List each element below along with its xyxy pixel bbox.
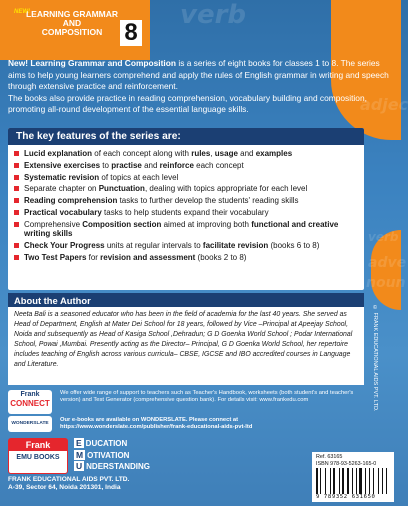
feature-emphasis: Systematic revision [24,172,100,182]
new-badge: NEW! [14,9,30,15]
about-author-panel [8,293,364,385]
barcode-bar [345,468,346,494]
publisher-block [8,438,208,500]
feature-text: aimed at improving both [161,219,252,229]
series-title-line: LEARNING GRAMMAR [25,9,119,19]
feature-text: for [86,252,101,262]
feature-item [14,208,358,218]
isbn-number: ISBN 978-93-5263-165-0 [316,460,377,467]
barcode-bar [333,468,335,494]
emu-tagline [74,438,194,473]
barcode-bar [319,468,320,494]
barcode-bar [336,468,338,494]
connect-logo-line: CONNECT [10,399,50,408]
publisher-location: A-39, Sector 64, Noida 201301, India [8,484,121,491]
barcode-bar [327,468,329,494]
about-author-heading: About the Author [8,293,364,307]
intro-paragraph [8,58,390,93]
wonderslate-logo: WONDERSLATE [8,416,52,432]
emu-line [74,461,194,473]
feature-emphasis: Punctuation [98,184,145,194]
barcode-bar [388,468,389,494]
feature-text: of topics at each level [99,172,179,182]
feature-item [14,220,358,239]
barcode-bar [325,468,326,494]
feature-text: Separate chapter on [24,184,99,194]
barcode-bar [320,468,321,494]
bullet-icon [14,163,19,168]
emu-line [74,438,194,450]
bullet-icon [14,243,19,248]
emu-word: NDERSTANDING [86,462,150,471]
feature-item [14,196,358,206]
connect-logo-line: Frank [20,391,40,398]
series-title-line: COMPOSITION [41,27,103,37]
key-features-heading: The key features of the series are: [8,128,364,145]
bullet-icon [14,175,19,180]
feature-emphasis: reinforce [159,160,194,170]
barcode-bar [363,468,365,494]
feature-text: tasks to help students expand their vocabulary [101,207,269,217]
barcode-bar [382,468,383,494]
frank-connect-logo [8,390,52,414]
barcode-bar [341,468,342,494]
series-title-line: AND [62,18,82,28]
barcode-bar [371,468,372,494]
barcode-bar [347,468,349,494]
feature-item [14,149,358,159]
background-word: noun [366,275,406,291]
barcode-digits: 9 789352 631650 [316,494,376,500]
emu-line [74,450,194,462]
feature-emphasis: usage [214,149,238,158]
author-bio: Neeta Bali is a seasoned educator who has been in the field of academia for the last 40 years. She served as Head of Department, English at Mater Dei School for 18 years, followed by Vice –Principal at Apeejay School, Noida and subsequently as Head of Kasiga School ,Dehradun; G D Goenka World School ; Podar International School, Powai ,Mumbai. Presently acting as the Director– Principal, G D Goenka World School, her repertoire includes teaching of English across various curricula– CBSE, IGCSE and IBO accredited courses in Language and Literature. [14,311,353,368]
feature-emphasis: Practical vocabulary [24,207,102,217]
emu-initial: M [76,449,84,460]
bullet-icon [14,255,19,260]
feature-text: , dealing with topics appropriate for each level [144,184,308,194]
feature-text: and [237,149,256,158]
feature-emphasis: Two Test Papers [24,252,87,262]
feature-text: units at regular intervals to [104,241,203,251]
barcode-panel [312,452,394,502]
feature-item [14,253,358,263]
bullet-icon [14,151,19,156]
barcode-bar [365,468,366,494]
feature-text: tasks to further develop the students' reading skills [117,196,299,206]
feature-emphasis: Check Your Progress [24,241,105,251]
background-word: adjec [360,95,408,114]
feature-text: (books 2 to 8) [195,252,247,262]
barcode-bar [352,468,353,494]
barcode-bar [378,468,379,494]
barcode-bar [373,468,374,494]
intro-paragraph: The books also provide practice in reading comprehension, vocabulary building and composition, promoting all-round development of the essential language skills. [8,92,367,115]
feature-item [14,161,358,171]
publisher-name: FRANK EDUCATIONAL AIDS PVT. LTD. [8,476,130,483]
series-title [14,9,122,37]
barcode-bar [353,468,355,494]
barcode-bar [380,468,382,494]
feature-item [14,184,358,194]
barcode-icon [316,468,390,494]
feature-text: (books 6 to 8) [268,241,320,251]
feature-item [14,173,358,183]
feature-emphasis: practise [111,160,142,170]
brand-logo-top: Frank [9,439,67,451]
reference-number: Ref. 63165 [316,454,343,460]
barcode-bar [384,468,385,494]
barcode-bar [331,468,332,494]
barcode-bar [322,468,324,494]
publisher-address [8,476,208,492]
key-features-list [8,145,364,262]
emu-word: OTIVATION [87,450,130,460]
feature-emphasis: functional and creative writing skills [24,219,339,239]
feature-text: of each concept along with [92,149,192,158]
feature-emphasis: facilitate revision [202,241,269,251]
bullet-icon [14,222,19,227]
feature-emphasis: examples [255,149,293,158]
feature-emphasis: Lucid explanation [24,149,93,158]
frank-emu-books-logo [8,438,68,474]
barcode-bar [386,468,388,494]
feature-emphasis: Extensive exercises [24,160,101,170]
brand-logo-bottom: EMU BOOKS [16,454,60,461]
copyright-vertical-text: © FRANK EDUCATIONAL AIDS PVT. LTD. [372,305,378,412]
key-features-panel [8,128,364,290]
bullet-icon [14,186,19,191]
feature-text: to [100,160,112,170]
emu-initial: E [76,438,82,448]
bullet-icon [14,210,19,215]
feature-item [14,241,358,251]
barcode-bar [330,468,331,494]
bullet-icon [14,198,19,203]
barcode-bar [356,468,357,494]
barcode-bar [342,468,344,494]
barcode-bar [375,468,377,494]
background-word: verb [180,0,247,30]
support-info [8,390,364,433]
barcode-bar [350,468,351,494]
emu-word: DUCATION [85,439,128,448]
feature-text: and [141,160,160,170]
intro-series-name: New! Learning Grammar and Composition [8,58,176,68]
background-word: verb [368,230,399,244]
feature-emphasis: Composition section [82,219,162,229]
grade-number: 8 [120,20,142,46]
connect-description: We offer wide range of support to teachers such as Teacher's Handbook, worksheets (both student's and teacher's version) and Test Generator (comprehensive question bank). For details visit: www.frankedu.com [60,390,354,404]
barcode-bar [367,468,368,494]
emu-initial: U [76,461,83,471]
feature-text: Comprehensive [24,219,83,229]
feature-emphasis: revision and assessment [100,252,196,262]
barcode-bar [358,468,359,494]
feature-emphasis: Reading comprehension [24,196,118,206]
feature-text: , [210,149,215,158]
wonderslate-info: Our e-books are available on WONDERSLATE. Please connect at https://www.wonderslate.com/publisher/frank-educational-aids-pvt-ltd [60,417,253,431]
intro-description: is a series of eight books for classes 1 to 8. The series aims to help young learners comprehend and apply the rules of English grammar in writing and speech through extensive practice and reinforcement. [8,58,389,92]
barcode-bar [316,468,318,494]
barcode-bar [359,468,361,494]
barcode-bar [339,468,340,494]
feature-emphasis: rules [191,149,211,158]
feature-text: each concept [193,160,244,170]
barcode-bar [369,468,371,494]
intro-text [8,58,390,116]
background-word: adve [368,255,407,271]
